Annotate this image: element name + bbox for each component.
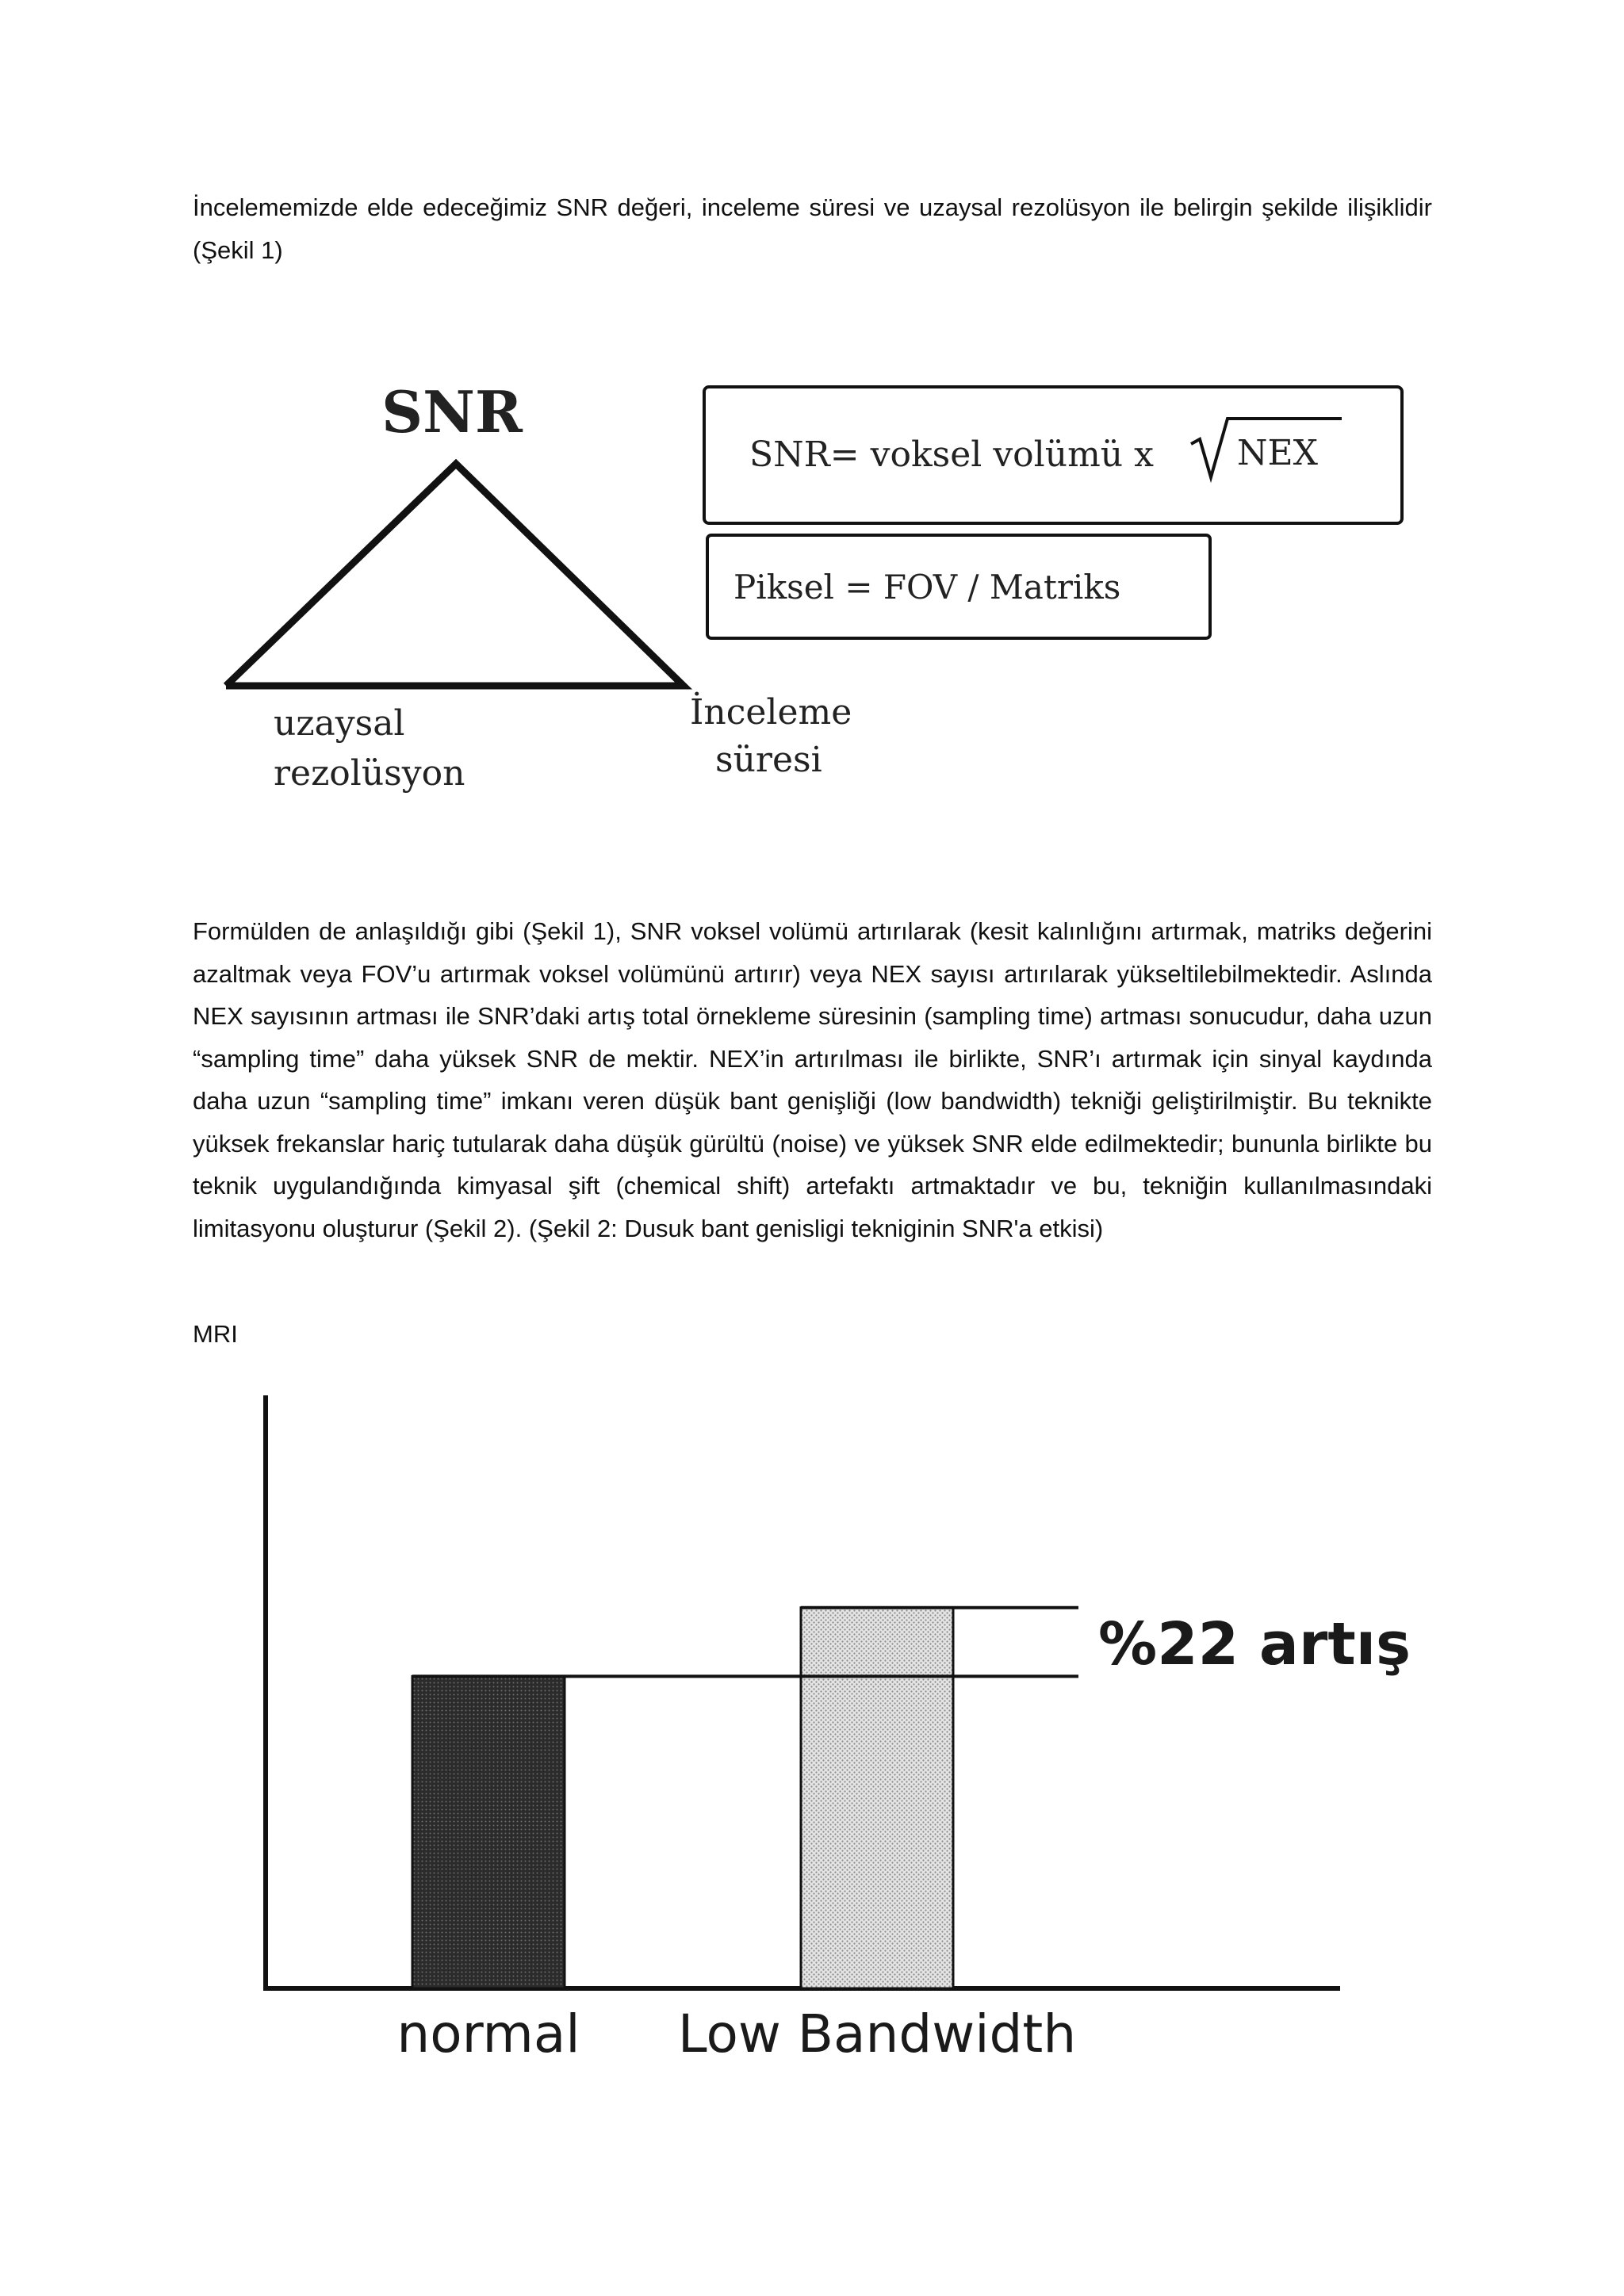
formula-piksel-text: Piksel = FOV / Matriks (733, 568, 1121, 607)
increase-annotation: %22 artış (1098, 1610, 1411, 1679)
figure-bandwidth-chart (182, 1372, 1451, 2085)
figure-snr-triangle (182, 285, 1451, 825)
triangle-shape (226, 464, 684, 686)
left-label-line2: rezolüsyon (274, 753, 465, 794)
category-label-low-bandwidth: Low Bandwidth (677, 2003, 1077, 2064)
paragraph-intro: İncelememizde elde edeceğimiz SNR değeri, inceleme süresi ve uzaysal rezolüsyon ile belirgin şekilde ilişiklidir (Şekil 1) (193, 193, 1432, 264)
bar-normal (412, 1676, 565, 1988)
formula-snr-text: SNR= voksel volümü x (749, 434, 1154, 475)
bar-low-bandwidth (801, 1608, 953, 1988)
paragraph-explanation: Formülden de anlaşıldığı gibi (Şekil 1), SNR voksel volümü artırılarak (kesit kalınlığını artırmak, matriks değerini azaltmak veya FOV’u artırmak voksel volümünü artırır) veya NEX sayısı artırılarak yükseltilebilmektedir. Aslında NEX sayısının artması ile SNR’daki artış total örnekleme süresinin (sampling time) artması sonucudur, daha uzun “sampling time” daha yüksek SNR de mektir. NEX’in artırılması ile birlikte, SNR’ı artırmak için sinyal kaydında daha uzun “sampling time” imkanı veren düşük bant genişliği (low bandwidth) tekniği geliştirilmiştir. Bu teknikte yüksek frekanslar hariç tutularak daha düşük gürültü (noise) ve yüksek SNR elde edilmektedir; bununla birlikte bu teknik uygulandığında kimyasal şift (chemical shift) artefaktı artmaktadır ve bu, tekniğin kullanılmasındaki limitasyonu oluşturur (Şekil 2). (Şekil 2: Dusuk bant genisligi tekniginin SNR'a etkisi) (193, 917, 1432, 1242)
right-label-line2: süresi (715, 740, 822, 780)
right-label-line1: İnceleme (690, 692, 852, 733)
left-label-line1: uzaysal (274, 703, 405, 744)
formula-radicand: NEX (1237, 433, 1318, 473)
snr-apex-label: SNR (381, 378, 523, 446)
category-label-normal: normal (396, 2003, 580, 2064)
label-mri: MRI (193, 1320, 238, 1348)
